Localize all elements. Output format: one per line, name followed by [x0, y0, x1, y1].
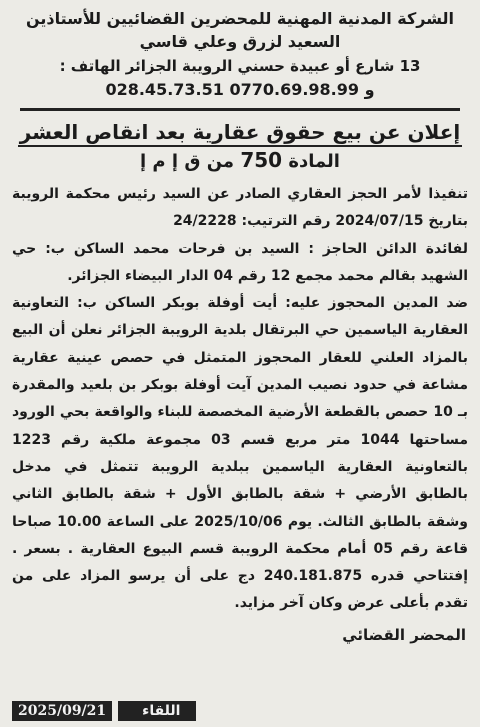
article-prefix: المادة: [288, 151, 340, 172]
header-divider: [20, 108, 460, 111]
article-suffix: من ق إ م إ: [140, 151, 235, 172]
bailiff-names: السعيد لزرق وعلي قاسي: [139, 32, 341, 51]
office-header: [12, 8, 468, 102]
body-paragraph-creditor: لفائدة الدائن الحاجز : السيد بن فرحات محمد الساكن ب: حي الشهيد بقالم محمد مجمع 12 رقم 04 الدار البيضاء الجزائر.: [12, 240, 468, 284]
publication-footer: [12, 701, 196, 721]
signature: المحضر القضائي: [342, 625, 466, 644]
notice-body: [12, 181, 468, 618]
newspaper-name: اللقاء: [118, 701, 196, 721]
notice-heading: إعلان عن بيع حقوق عقارية بعد انقاص العشر: [18, 119, 462, 147]
body-paragraph-sale: ضد المدين المحجوز عليه: أيت أوفلة بوبكر الساكن ب: التعاونية العقارية الياسمين حي البرتقال بلدية الرويبة الجزائر نعلن أن البيع بالمزاد العلني للعقار المحجوز المتمثل في حصص عينية عقارية مشاعة في حدود نصيب المدين آيت أوفلة بوبكر بن بلعيد والمقدرة بـ 10 حصص بالقطعة الأرضية المخصصة للبناء والواقعة بحي الورود مساحتها 1044 متر مربع قسم 03 مجموعة ملكية رقم 1223 بالتعاونية العقارية الياسمين ببلدية الرويبة تتمثل في مدخل بالطابق الأرضي + شقة بالطابق الأول + شقة بالطابق الثاني وشقة بالطابق الثالث. يوم 2025/10/06 على الساعة 10.00 صباحا قاعة رقم 05 أمام محكمة الرويبة قسم البيوع العقارية . بسعر . إفتتاحي قدره 240.181.875 دج على أن يرسو المزاد على من تقدم بأعلى عرض وكان آخر مزايد.: [12, 295, 469, 612]
office-address: 13 شارع أو عبيدة حسني الرويبة الجزائر الهاتف :: [59, 57, 421, 75]
body-paragraph-order: تنفيذا لأمر الحجز العقاري الصادر عن السيد رئيس محكمة الرويبة بتاريخ 2024/07/15 رقم الترتيب: 24/2228: [12, 186, 468, 230]
publication-date: 2025/09/21: [12, 701, 112, 721]
article-number: 750: [240, 148, 283, 172]
office-phones: 028.45.73.51 و 0770.69.98.99: [105, 80, 375, 99]
office-name: الشركة المدنية المهنية للمحضرين القضائيين للأستاذين: [25, 9, 455, 28]
notice-title: [12, 119, 468, 175]
article-reference: [12, 147, 468, 175]
